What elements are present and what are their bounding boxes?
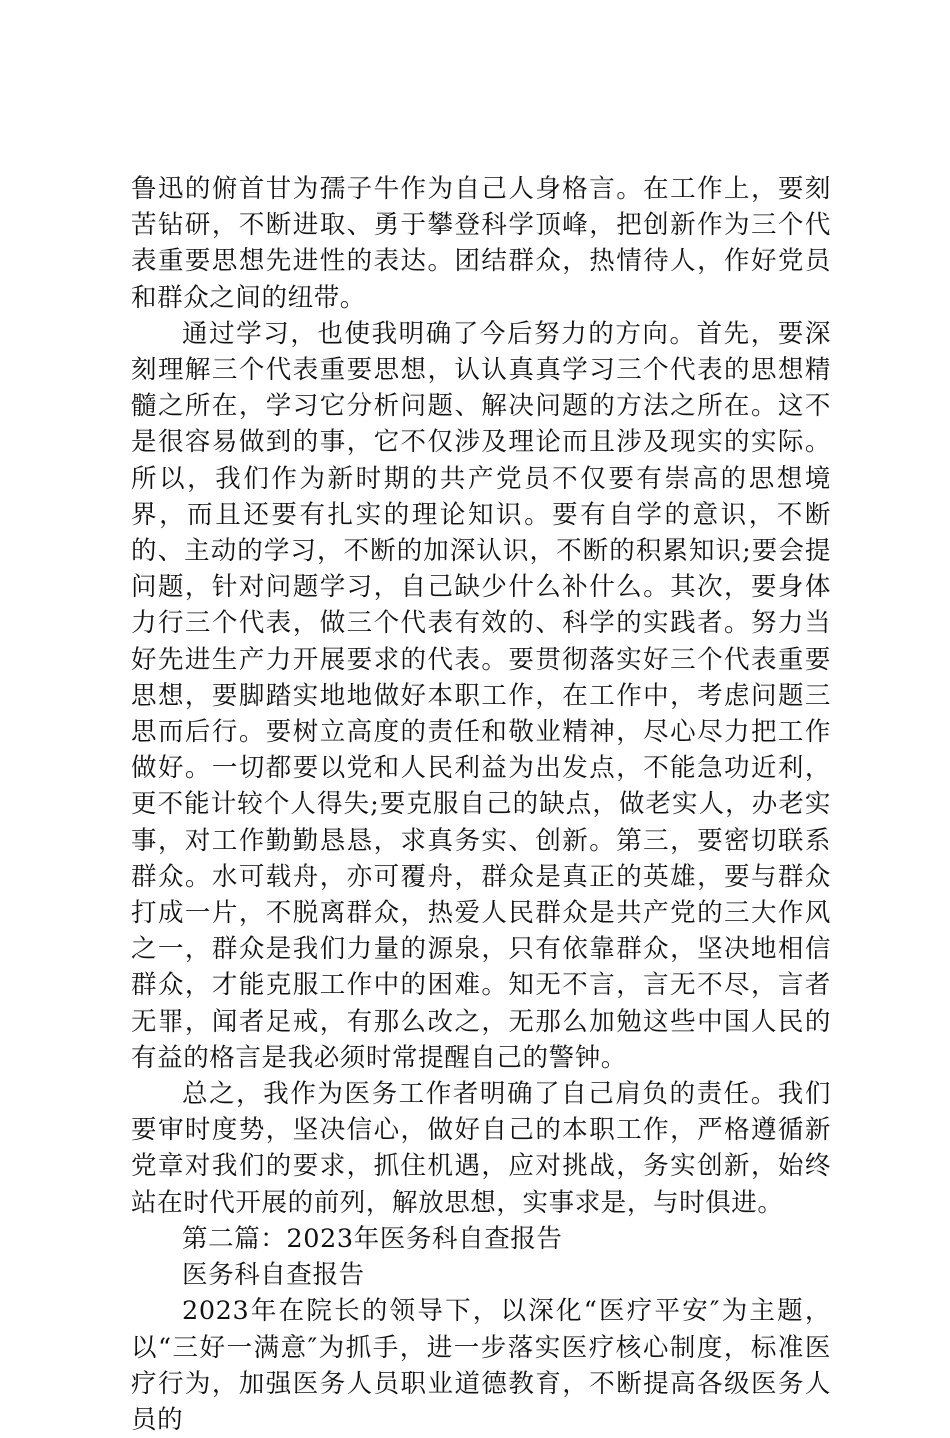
paragraph-3: 总之，我作为医务工作者明确了自己肩负的责任。我们要审时度势，坚决信心，做好自己的本职工作，严格遵循新党章对我们的要求，抓住机遇，应对挑战，务实创新，始终站在时代开展的前列，解放思想，实事求是，与时俱进。 xyxy=(131,1079,831,1218)
section-heading: 第二篇：2023年医务科自查报告 xyxy=(182,1223,563,1254)
paragraph-4: 2023年在院长的领导下，以深化“医疗平安″为主题，以“三好一满意″为抓手，进一步落实医疗核心制度，标准医疗行为，加强医务人员职业道德教育，不断提高各级医务人员的 xyxy=(131,1296,831,1435)
report-title: 医务科自查报告 xyxy=(182,1260,365,1291)
paragraph-1: 鲁迅的俯首甘为孺子牛作为自己人身格言。在工作上，要刻苦钻研，不断进取、勇于攀登科学顶峰，把创新作为三个代表重要思想先进性的表达。团结群众，热情待人，作好党员和群众之间的纽带。 xyxy=(131,174,831,313)
document-body xyxy=(131,171,831,1438)
paragraph-2: 通过学习，也使我明确了今后努力的方向。首先，要深刻理解三个代表重要思想，认认真真学习三个代表的思想精髓之所在，学习它分析问题、解决问题的方法之所在。这不是很容易做到的事，它不仅涉及理论而且涉及现实的实际。所以，我们作为新时期的共产党员不仅要有崇高的思想境界，而且还要有扎实的理论知识。要有自学的意识，不断的、主动的学习，不断的加深认识，不断的积累知识;要会提问题，针对问题学习，自己缺少什么补什么。其次，要身体力行三个代表，做三个代表有效的、科学的实践者。努力当好先进生产力开展要求的代表。要贯彻落实好三个代表重要思想，要脚踏实地地做好本职工作，在工作中，考虑问题三思而后行。要树立高度的责任和敬业精神，尽心尽力把工作做好。一切都要以党和人民利益为出发点，不能急功近利，更不能计较个人得失;要克服自己的缺点，做老实人，办老实事，对工作勤勤恳恳，求真务实、创新。第三，要密切联系群众。水可载舟，亦可覆舟，群众是真正的英雄，要与群众打成一片，不脱离群众，热爱人民群众是共产党的三大作风之一，群众是我们力量的源泉，只有依靠群众，坚决地相信群众，才能克服工作中的困难。知无不言，言无不尽，言者无罪，闻者足戒，有那么改之，无那么加勉这些中国人民的有益的格言是我必须时常提醒自己的警钟。 xyxy=(131,318,831,1073)
